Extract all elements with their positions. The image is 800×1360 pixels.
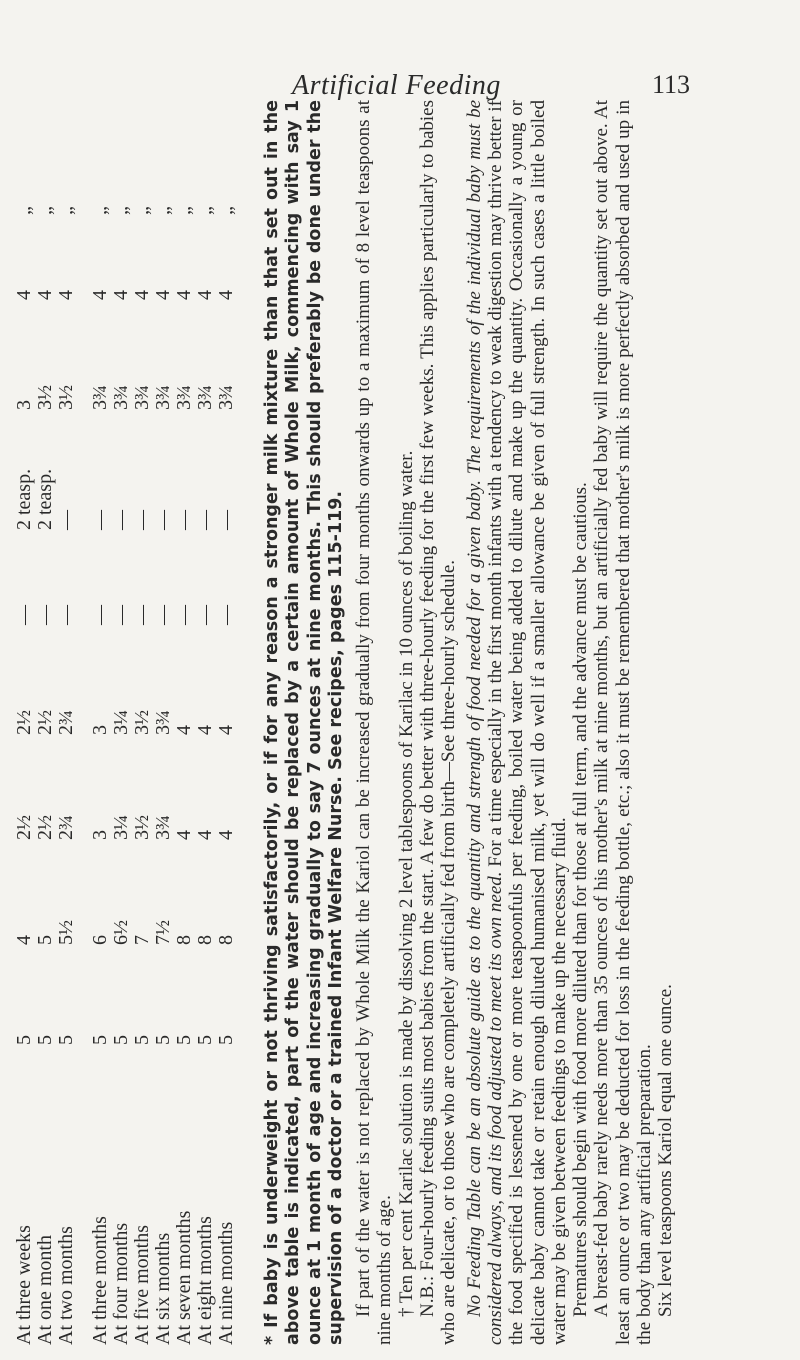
table-cell: — (55, 510, 77, 530)
table-cell: 5½ (55, 920, 77, 945)
table-cell: 3¾ (89, 385, 111, 410)
table-cell: 3½ (131, 815, 153, 840)
table-cell: 3¾ (173, 385, 195, 410)
table-cell: — (89, 510, 111, 530)
table-cell: 4 (194, 830, 216, 840)
table-cell: 2½ (13, 815, 35, 840)
table-cell: 5 (13, 1035, 35, 1045)
table-cell: 4 (215, 725, 237, 735)
table-cell: „ (110, 206, 132, 215)
table-cell: „ (152, 206, 174, 215)
table-cell: 4 (13, 935, 35, 945)
table-cell: 4 (215, 290, 237, 300)
rotated-content (0, 100, 700, 1345)
table-cell: 5 (110, 1035, 132, 1045)
table-cell: „ (55, 206, 77, 215)
running-title: Artificial Feeding (292, 70, 501, 101)
age-cell: At six months (152, 1232, 174, 1345)
age-cell: At one month (34, 1235, 56, 1345)
table-cell: „ (34, 206, 56, 215)
table-cell: — (89, 605, 111, 625)
age-cell: At three weeks (13, 1225, 35, 1345)
table-cell: 3¾ (194, 385, 216, 410)
table-cell: 3 (13, 400, 35, 410)
caution-italic: No Feeding Table can be an absolute guide as to the quantity and strength of food needed for a given baby. The requirements of the individual baby must be considered always, and its food adjusted to meet its own need. (463, 100, 506, 1345)
table-cell: 4 (173, 725, 195, 735)
feeding-table (14, 100, 250, 1345)
table-cell: 5 (131, 1035, 153, 1045)
table-cell: 4 (215, 830, 237, 840)
table-cell: 3½ (34, 385, 56, 410)
table-cell: — (215, 510, 237, 530)
table-cell: 5 (152, 1035, 174, 1045)
table-cell: — (110, 605, 132, 625)
table-cell: 3 (89, 830, 111, 840)
table-cell: 4 (89, 290, 111, 300)
table-cell: „ (13, 206, 35, 215)
table-cell: 5 (215, 1035, 237, 1045)
nb-note: N.B.: Four-hourly feeding suits most babies from the start. A few do better with three-hourly feeding for the first few weeks. This applies particularly to babies who are delicate, or to those who are completely artificially fed from birth—See three-hourly schedule. (417, 100, 460, 1345)
table-cell: — (194, 510, 216, 530)
table-cell: 7 (131, 935, 153, 945)
table-row (111, 100, 132, 1345)
table-cell: — (131, 510, 153, 530)
table-cell: — (152, 510, 174, 530)
table-cell: — (13, 605, 35, 625)
age-cell: At seven months (173, 1210, 195, 1345)
karilac-note: † Ten per cent Karilac solution is made by dissolving 2 level tablespoons of Karilac in 10 ounces of boiling water. (395, 450, 417, 1317)
table-row (90, 100, 111, 1345)
table-cell: 5 (34, 1035, 56, 1045)
table-cell: 4 (110, 290, 132, 300)
table-cell: — (173, 605, 195, 625)
kariol-equivalence-note: Six level teaspoons Kariol equal one ounce. (655, 984, 677, 1317)
table-cell: 2¾ (55, 815, 77, 840)
table-cell: „ (194, 206, 216, 215)
table-cell: 8 (194, 935, 216, 945)
table-cell: 5 (34, 935, 56, 945)
table-cell: 4 (194, 725, 216, 735)
table-cell: 3¼ (110, 815, 132, 840)
table-cell: 6½ (110, 920, 132, 945)
table-cell: 2 teasp. (13, 468, 35, 530)
table-cell: 7½ (152, 920, 174, 945)
table-cell: 3¼ (110, 710, 132, 735)
table-cell: — (55, 605, 77, 625)
table-cell: 4 (173, 290, 195, 300)
table-cell: 3¾ (152, 815, 174, 840)
table-row (174, 100, 195, 1345)
table-row (14, 100, 35, 1345)
table-row (132, 100, 153, 1345)
prematures-note: Prematures should begin with food more diluted than for those at full term, and the advance must be cautious. (570, 482, 592, 1317)
table-cell: 2½ (13, 710, 35, 735)
age-cell: At five months (131, 1225, 153, 1345)
table-cell: 4 (131, 290, 153, 300)
table-cell: — (110, 510, 132, 530)
table-row (216, 100, 237, 1345)
table-cell: 4 (34, 290, 56, 300)
footnotes (262, 100, 677, 1345)
table-cell: 4 (13, 290, 35, 300)
table-cell: 5 (89, 1035, 111, 1045)
table-group-early (14, 100, 77, 1345)
table-cell: — (173, 510, 195, 530)
table-cell: 2½ (34, 815, 56, 840)
table-group-later (90, 100, 237, 1345)
table-cell: 3¾ (152, 710, 174, 735)
table-cell: 3¾ (110, 385, 132, 410)
table-cell: 2 teasp. (34, 468, 56, 530)
table-cell: 3½ (55, 385, 77, 410)
caution-rest: For a time especially in the first month infants with a tendency to weak digestion may thrive better if the food specified is lessened by one or more teaspoonfuls per feeding, boiled water being added to dilute and make up the quantity. Occasionally a young or delicate baby cannot take or retain enough diluted humanised milk, yet will do well if a smaller allowance be given of full strength. In such cases a little boiled water may be given between feedings to make up the necessary fluid. (484, 100, 570, 1345)
feeding-table-caution (464, 100, 570, 1345)
table-cell: „ (215, 206, 237, 215)
table-cell: „ (131, 206, 153, 215)
table-cell: 3¾ (131, 385, 153, 410)
table-row (153, 100, 174, 1345)
table-cell: — (152, 605, 174, 625)
age-cell: At two months (55, 1226, 77, 1345)
table-cell: 4 (194, 290, 216, 300)
breast-fed-note: A breast-fed baby rarely needs more than 35 ounces of his mother's milk at nine months, but an artificially fed baby will require the quantity set out above. At least an ounce or two may be deducted for loss in the feeding bottle, etc.; also it must be remembered that mother's milk is more perfectly absorbed and used up in the body than any artificial preparation. (591, 100, 656, 1345)
table-row (195, 100, 216, 1345)
table-row (56, 100, 77, 1345)
table-cell: 4 (173, 830, 195, 840)
table-cell: 5 (55, 1035, 77, 1045)
table-cell: 3½ (131, 710, 153, 735)
table-cell: 2¾ (55, 710, 77, 735)
table-cell: 8 (215, 935, 237, 945)
age-cell: At three months (89, 1216, 111, 1345)
table-cell: — (131, 605, 153, 625)
table-cell: „ (173, 206, 195, 215)
table-cell: „ (89, 206, 111, 215)
table-cell: 5 (173, 1035, 195, 1045)
water-note: If part of the water is not replaced by Whole Milk the Kariol can be increased gradually from four months onwards up to a maximum of 8 level teaspoons at nine months of age. (353, 100, 396, 1345)
page-number: 113 (651, 70, 690, 99)
table-cell: 5 (194, 1035, 216, 1045)
table-row (35, 100, 56, 1345)
table-cell: 2½ (34, 710, 56, 735)
age-cell: At nine months (215, 1221, 237, 1345)
table-cell: 6 (89, 935, 111, 945)
table-cell: 4 (152, 290, 174, 300)
table-cell: — (194, 605, 216, 625)
table-cell: 3¾ (152, 385, 174, 410)
table-cell: 3¾ (215, 385, 237, 410)
table-cell: 3 (89, 725, 111, 735)
underweight-note: * If baby is underweight or not thriving satisfactorily, or if for any reason a stronger milk mixture than that set out in the above table is indicated, part of the water should be replaced by a certain amount of Whole Milk, commencing with say 1 ounce at 1 month of age and increasing gradually to say 7 ounces at nine months. This should preferably be done under the supervision of a doctor or a trained Infant Welfare Nurse. See recipes, pages 115-119. (262, 100, 346, 1345)
age-cell: At eight months (194, 1216, 216, 1345)
table-cell: — (34, 605, 56, 625)
table-cell: — (215, 605, 237, 625)
age-cell: At four months (110, 1222, 132, 1345)
table-cell: 4 (55, 290, 77, 300)
table-cell: 8 (173, 935, 195, 945)
